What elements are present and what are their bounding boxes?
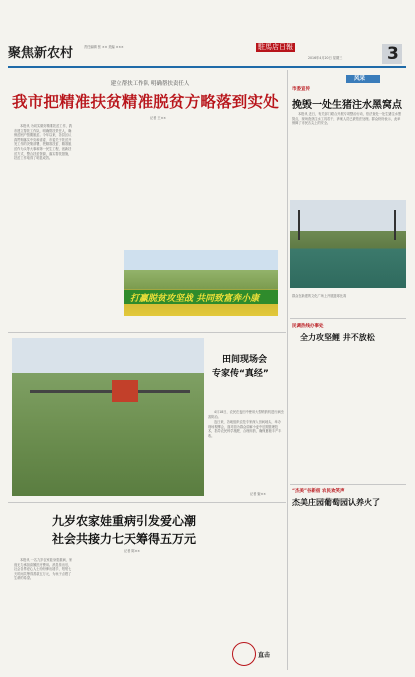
lead-text: 本报讯 为切实做好精准扶贫工作，我市建立帮扶工作队，明确帮扶责任人，确保贫困户按期脱贫。今年以来，各县区认真贯彻落实中央和省委、市委关于扶贫开发工作的决策部署，把精准扶贫、精准脱贫作为头等大事和第一民生工程，创新扶贫方式，整合扶贫资源，落实帮扶措施，扶贫工作取得了明显成效。 [14, 124, 72, 161]
editor-line: 责任编辑 张 ×× 美编 ××× [84, 45, 124, 49]
sprayer-boom-icon [30, 390, 190, 393]
bottom-col-4 [212, 558, 282, 628]
right-article2-title: 全力攻坚鲤 井不放松 [300, 333, 375, 342]
bottom-headline-line1: 九岁农家娃重病引发爱心潮 [52, 514, 197, 528]
right-section3-label: “杰美”谷新宿 农民欢笑声 [292, 489, 345, 494]
mid-headline-line2: 专家传“真经” [212, 369, 269, 379]
mid-caption: 4月18日，农民在麦田中使用大型喷药机进行病虫害防治。 [208, 410, 284, 419]
bottom-text: 本报讯 一名九岁农家娃身患重病，家庭无力承担高额医疗费用。消息传出后，社会各界爱心人士纷纷伸出援手，短短七天时间共筹得善款五万元，为孩子点燃了生命的希望。 [14, 558, 73, 581]
mid-body [208, 410, 284, 490]
page-number: 3 [387, 44, 399, 64]
mid-byline: 记者 姬×× [250, 492, 266, 496]
bottom-byline: 记者 陈×× [124, 549, 140, 553]
bottom-col-1 [14, 558, 74, 668]
right-photo-caption: 群众在新建的文化广场上开展篮球比赛 [292, 294, 347, 298]
lead-banner-text: 打赢脱贫攻坚战 共同致富奔小康 [130, 294, 260, 304]
right-article2-body [292, 346, 402, 476]
right-corner-label: 风采 [354, 76, 366, 82]
bottom-col-2 [80, 558, 140, 668]
lead-headline: 我市把精准扶贫精准脱贫方略落到实处 [12, 93, 279, 111]
lead-col-1 [14, 124, 72, 294]
right-column-divider [287, 70, 288, 670]
right-section2-label: 民调热线办事处 [292, 324, 324, 329]
mid-headline-line1: 田间现场会 [222, 355, 268, 365]
section-title: 聚焦新农村 [8, 46, 74, 61]
page-header [8, 30, 408, 66]
masthead: 駐馬店日報 [258, 43, 293, 51]
lead-kicker: 建立帮扶工作队 明确帮扶责任人 [110, 81, 190, 87]
page-number-box [382, 44, 402, 64]
right-article1-text: 本报讯 近日，有关部门联合开展专项整治行动，依法查处一处生猪注水黑窝点，现场查获注水工具若干，涉案人员已被依法处理。群众纷纷表示，此举保障了市民舌尖上的安全。 [292, 112, 402, 126]
mid-divider [8, 332, 286, 333]
bottom-headline-line2: 社会共接力七天筹得五万元 [52, 532, 197, 546]
right-divider [290, 484, 406, 485]
bottom-stamp-label: 直击 [258, 652, 271, 659]
date-line: 2016年4月20日 星期三 [308, 56, 343, 60]
right-article3-title: 杰美庄园葡萄园认养火了 [292, 498, 380, 507]
bottom-col-3 [146, 558, 206, 668]
basketball-hoop-icon [298, 210, 310, 240]
basketball-hoop-icon [384, 210, 396, 240]
right-section1-label: 市委宣传 [292, 87, 310, 92]
right-corner-badge [346, 75, 380, 83]
sprayer-tractor-icon [112, 380, 138, 402]
mid-photo [12, 338, 204, 496]
right-article1-title: 挽毁一处生猪注水黑窝点 [292, 100, 402, 111]
bottom-divider [8, 502, 286, 503]
mid-text: 连日来，各地组织农技专家深入田间地头，举办现场观摩会，面对面为群众讲解小麦中后期管理技术，指导农民科学施肥、合理用药，确保夏粮丰产丰收。 [208, 420, 282, 438]
lead-byline: 记者 王×× [150, 116, 166, 120]
header-rule [8, 66, 406, 68]
bottom-stamp [232, 642, 256, 666]
right-article3-body [292, 512, 402, 670]
right-divider [290, 318, 406, 319]
right-photo [290, 200, 406, 288]
lead-photo [124, 250, 278, 316]
